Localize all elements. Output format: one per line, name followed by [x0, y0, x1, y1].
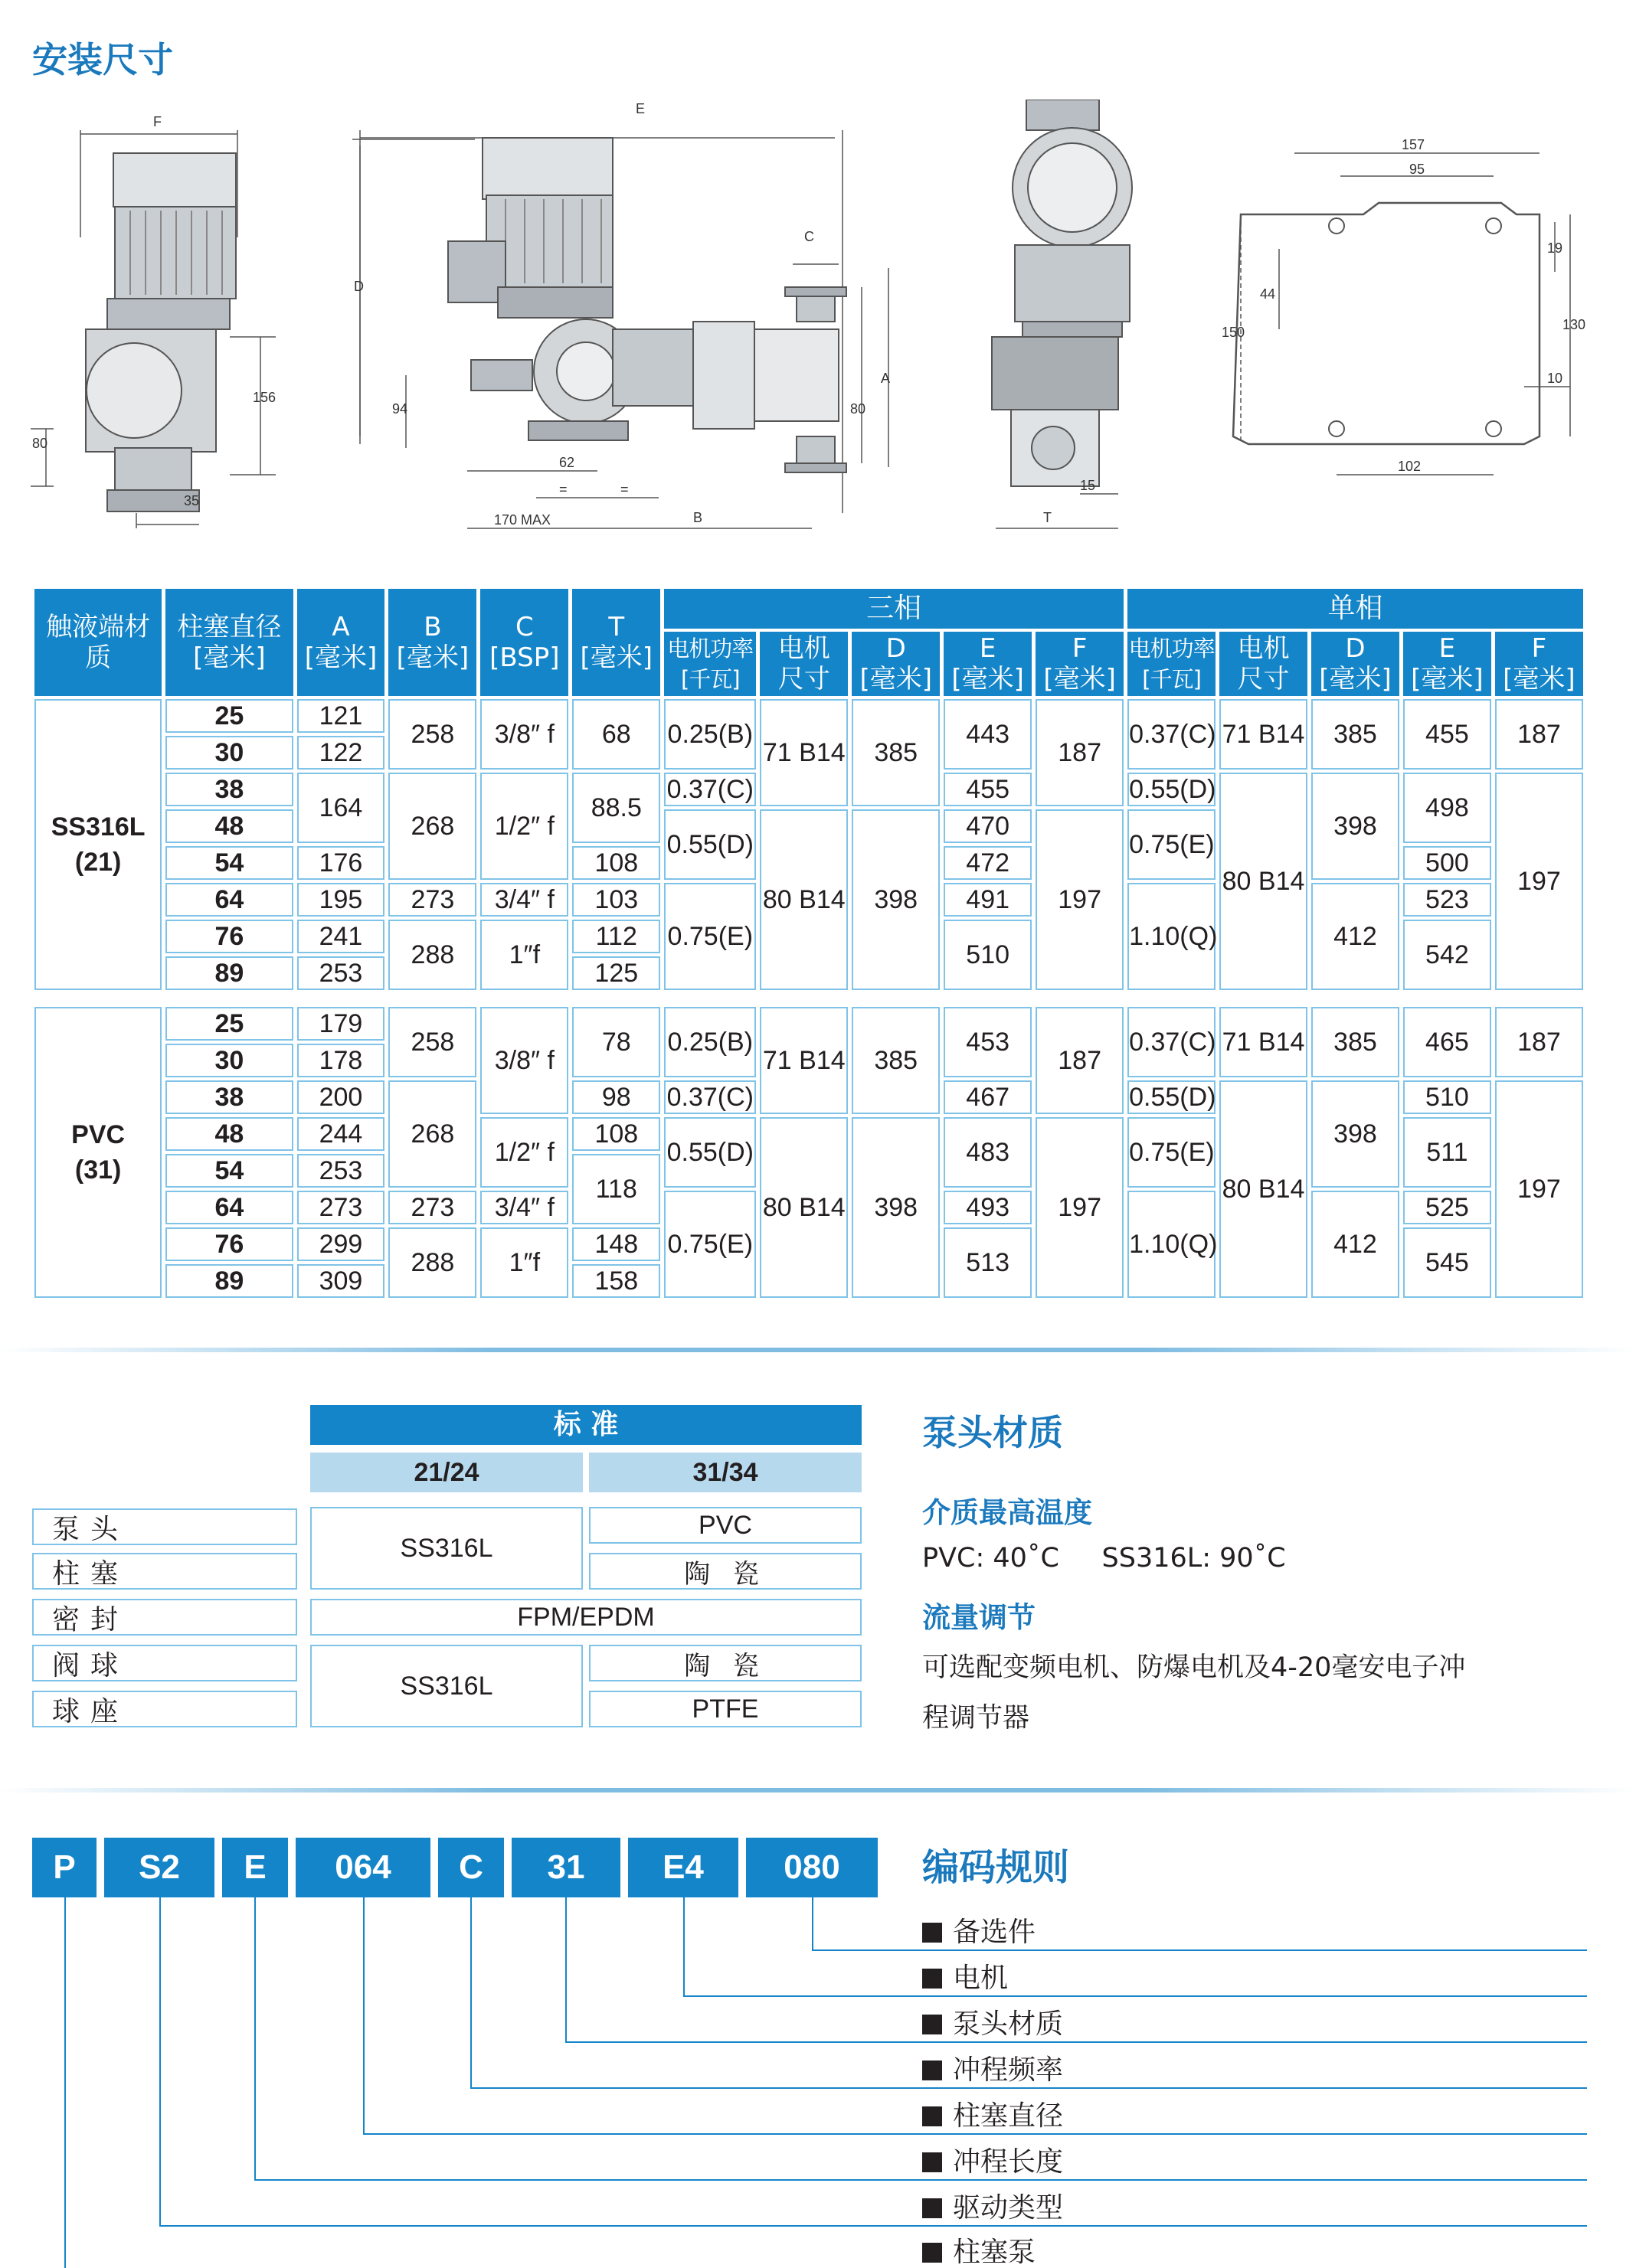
dimension-table	[31, 586, 1587, 1301]
connector-line	[565, 1897, 567, 2041]
tp-power-cell: 0.25(B)	[664, 1007, 756, 1077]
code-box: S2	[104, 1838, 214, 1897]
t-cell: 125	[572, 956, 660, 990]
header-a: A [毫米]	[297, 589, 385, 696]
header-single-phase: 单相	[1127, 589, 1583, 629]
tp-power-cell: 0.25(B)	[664, 699, 756, 770]
header-c: C [BSP]	[480, 589, 568, 696]
table-row	[34, 699, 1583, 733]
dim-102: 102	[1398, 459, 1422, 474]
plunger-cell: 48	[165, 809, 293, 843]
header-tp-e: E [毫米]	[944, 632, 1032, 696]
c-cell: 1/2″ f	[480, 773, 568, 880]
code-box: E	[222, 1838, 288, 1897]
plunger-cell: 25	[165, 699, 293, 733]
sp-motor-cell: 80 B14	[1219, 773, 1307, 990]
bullet-square-icon	[922, 2060, 942, 2080]
t-cell: 78	[572, 1007, 660, 1077]
plunger-cell: 30	[165, 1044, 293, 1077]
connector-line	[64, 1897, 66, 2268]
dim-15: 15	[1080, 478, 1096, 493]
tp-e-cell: 513	[944, 1227, 1032, 1298]
dim-c: C	[804, 229, 814, 244]
bullet-square-icon	[922, 1923, 942, 1943]
sp-power-cell: 0.75(E)	[1127, 809, 1216, 880]
a-cell: 244	[297, 1117, 385, 1151]
sp-motor-cell: 71 B14	[1219, 699, 1307, 770]
bullet-square-icon	[922, 1969, 942, 1989]
code-item	[922, 2140, 1063, 2179]
code-item-label: 冲程频率	[953, 2054, 1064, 2086]
c-cell: 3/4″ f	[480, 1191, 568, 1224]
header-plunger: 柱塞直径 [毫米]	[165, 589, 293, 696]
bullet-square-icon	[922, 2015, 942, 2034]
tp-f-cell: 197	[1036, 809, 1124, 990]
dim-80a: 80	[32, 436, 48, 451]
t-cell: 118	[572, 1154, 660, 1224]
sp-e-cell: 525	[1403, 1191, 1491, 1224]
b-cell: 268	[388, 1080, 476, 1188]
tp-f-cell: 197	[1036, 1117, 1124, 1298]
sp-d-cell: 412	[1311, 883, 1399, 990]
sp-power-cell: 0.55(D)	[1127, 1080, 1216, 1114]
dim-eq2: =	[620, 482, 629, 497]
plunger-cell: 54	[165, 1154, 293, 1188]
material-row-ball-seat: 球座	[32, 1691, 297, 1727]
tp-d-cell: 385	[852, 1007, 940, 1114]
tp-e-cell: 510	[944, 920, 1032, 990]
code-item	[922, 2094, 1063, 2133]
header-tp-d: D [毫米]	[852, 632, 940, 696]
t-cell: 88.5	[572, 773, 660, 843]
flow-title: 流量调节	[922, 1601, 1036, 1634]
dimension-drawings-svg	[0, 100, 1636, 559]
plunger-cell: 25	[165, 1007, 293, 1041]
a-cell: 121	[297, 699, 385, 733]
dim-157: 157	[1402, 137, 1425, 152]
dim-f: F	[153, 114, 162, 129]
temp-title: 介质最高温度	[922, 1496, 1092, 1529]
tp-motor-cell: 80 B14	[760, 1117, 848, 1298]
dim-80b: 80	[850, 401, 866, 417]
sp-power-cell: 1.10(Q)	[1127, 1191, 1216, 1298]
c-cell: 3/8″ f	[480, 1007, 568, 1114]
sp-e-cell: 500	[1403, 846, 1491, 880]
code-item	[922, 2002, 1063, 2041]
dim-150: 150	[1222, 325, 1245, 340]
t-cell: 158	[572, 1264, 660, 1298]
tp-motor-cell: 80 B14	[760, 809, 848, 990]
plunger-cell: 64	[165, 1191, 293, 1224]
dim-44: 44	[1260, 286, 1276, 302]
sp-e-cell: 511	[1403, 1117, 1491, 1188]
tp-d-cell: 398	[852, 809, 940, 990]
material-seal: FPM/EPDM	[310, 1599, 862, 1636]
a-cell: 178	[297, 1044, 385, 1077]
sp-d-cell: 385	[1311, 699, 1399, 770]
sp-power-cell: 1.10(Q)	[1127, 883, 1216, 990]
code-item	[922, 2186, 1063, 2225]
t-cell: 108	[572, 1117, 660, 1151]
a-cell: 253	[297, 956, 385, 990]
plunger-cell: 64	[165, 883, 293, 917]
header-sp-d: D [毫米]	[1311, 632, 1399, 696]
connector-line	[159, 2225, 1587, 2227]
sp-e-cell: 465	[1403, 1007, 1491, 1077]
tp-e-cell: 455	[944, 773, 1032, 806]
tp-d-cell: 385	[852, 699, 940, 806]
header-tp-f: F [毫米]	[1036, 632, 1124, 696]
t-cell: 98	[572, 1080, 660, 1114]
code-box: 064	[296, 1838, 430, 1897]
code-box: C	[438, 1838, 504, 1897]
tp-e-cell: 493	[944, 1191, 1032, 1224]
pump-front-view	[352, 130, 891, 528]
plunger-cell: 89	[165, 956, 293, 990]
code-item	[922, 1956, 1008, 1995]
b-cell: 258	[388, 1007, 476, 1077]
material-ss316l-valve: SS316L	[310, 1645, 583, 1727]
header-sp-f: F [毫米]	[1495, 632, 1583, 696]
sp-f-cell: 197	[1495, 773, 1583, 990]
sp-d-cell: 398	[1311, 773, 1399, 880]
section-divider	[0, 1348, 1636, 1352]
section-title: 安装尺寸	[32, 39, 173, 80]
plunger-cell: 48	[165, 1117, 293, 1151]
plunger-cell: 76	[165, 1227, 293, 1261]
b-cell: 288	[388, 1227, 476, 1298]
plunger-cell: 54	[165, 846, 293, 880]
dim-94: 94	[392, 401, 408, 417]
sp-power-cell: 0.55(D)	[1127, 773, 1216, 806]
t-cell: 112	[572, 920, 660, 953]
dim-35: 35	[184, 493, 200, 508]
b-cell: 268	[388, 773, 476, 880]
b-cell: 273	[388, 883, 476, 917]
connector-line	[812, 1949, 1587, 1951]
code-item-label: 柱塞泵	[953, 2237, 1036, 2268]
code-item	[922, 2230, 1036, 2268]
dim-170max: 170 MAX	[494, 512, 551, 528]
header-tp-power: 电机功率 [千瓦]	[664, 632, 756, 696]
connector-line	[254, 2179, 1587, 2181]
code-box: P	[32, 1838, 97, 1897]
sp-power-cell: 0.37(C)	[1127, 699, 1216, 770]
material-pvc: PVC (31)	[34, 1007, 162, 1298]
bullet-square-icon	[922, 2106, 942, 2126]
dim-b: B	[693, 510, 703, 525]
base-plate-plan	[1233, 153, 1570, 475]
tp-motor-cell: 71 B14	[760, 699, 848, 806]
header-t: T [毫米]	[572, 589, 660, 696]
tp-e-cell: 453	[944, 1007, 1032, 1077]
t-cell: 103	[572, 883, 660, 917]
header-three-phase: 三相	[664, 589, 1124, 629]
material-row-pump-head: 泵头	[32, 1508, 297, 1545]
c-cell: 1/2″ f	[480, 1117, 568, 1188]
bullet-square-icon	[922, 2243, 942, 2263]
connector-line	[683, 1995, 1587, 1997]
coding-title: 编码规则	[922, 1846, 1070, 1889]
code-item-label: 柱塞直径	[953, 2100, 1064, 2132]
header-sp-power: 电机功率 [千瓦]	[1127, 632, 1216, 696]
a-cell: 253	[297, 1154, 385, 1188]
tp-power-cell: 0.75(E)	[664, 883, 756, 990]
a-cell: 164	[297, 773, 385, 843]
tp-e-cell: 472	[944, 846, 1032, 880]
code-item-label: 冲程长度	[953, 2146, 1064, 2178]
connector-line	[363, 2133, 1587, 2135]
t-cell: 68	[572, 699, 660, 770]
tp-power-cell: 0.55(D)	[664, 1117, 756, 1188]
table-row	[34, 1007, 1583, 1041]
sp-e-cell: 545	[1403, 1227, 1491, 1298]
dim-10: 10	[1547, 371, 1563, 386]
material-pvc-head: PVC	[589, 1507, 862, 1544]
connector-line	[254, 1897, 256, 2179]
material-row-seal: 密封	[32, 1599, 297, 1636]
a-cell: 195	[297, 883, 385, 917]
c-cell: 1″f	[480, 1227, 568, 1298]
code-item-label: 驱动类型	[953, 2192, 1064, 2224]
tp-e-cell: 443	[944, 699, 1032, 770]
sp-d-cell: 398	[1311, 1080, 1399, 1188]
material-row-valve-ball: 阀球	[32, 1645, 297, 1681]
materials-col1-header: 21/24	[310, 1453, 583, 1492]
dim-19: 19	[1547, 240, 1563, 256]
dim-d: D	[354, 279, 364, 294]
header-b: B [毫米]	[388, 589, 476, 696]
plunger-cell: 30	[165, 736, 293, 770]
tp-f-cell: 187	[1036, 1007, 1124, 1114]
header-material: 触液端材质	[34, 589, 162, 696]
a-cell: 241	[297, 920, 385, 953]
sp-d-cell: 412	[1311, 1191, 1399, 1298]
bullet-square-icon	[922, 2152, 942, 2172]
code-item-label: 备选件	[953, 1917, 1036, 1948]
tp-power-cell: 0.37(C)	[664, 1080, 756, 1114]
sp-power-cell: 0.37(C)	[1127, 1007, 1216, 1077]
sp-d-cell: 385	[1311, 1007, 1399, 1077]
sp-e-cell: 523	[1403, 883, 1491, 917]
c-cell: 1″f	[480, 920, 568, 990]
material-row-plunger: 柱塞	[32, 1553, 297, 1590]
dim-95: 95	[1409, 162, 1425, 177]
tp-e-cell: 491	[944, 883, 1032, 917]
tp-e-cell: 483	[944, 1117, 1032, 1188]
t-cell: 148	[572, 1227, 660, 1261]
sp-motor-cell: 71 B14	[1219, 1007, 1307, 1077]
header-tp-motor: 电机 尺寸	[760, 632, 848, 696]
code-box: 31	[512, 1838, 620, 1897]
sp-e-cell: 542	[1403, 920, 1491, 990]
pump-side-view	[31, 130, 276, 528]
a-cell: 179	[297, 1007, 385, 1041]
plunger-cell: 76	[165, 920, 293, 953]
tp-power-cell: 0.55(D)	[664, 809, 756, 880]
sp-f-cell: 187	[1495, 699, 1583, 770]
sp-e-cell: 510	[1403, 1080, 1491, 1114]
materials-standard-header: 标 准	[310, 1405, 862, 1445]
section-divider	[0, 1788, 1636, 1793]
sp-f-cell: 197	[1495, 1080, 1583, 1298]
material-ss316l: SS316L (21)	[34, 699, 162, 990]
code-item	[922, 1910, 1036, 1949]
pump-end-view	[992, 100, 1132, 528]
code-item-label: 泵头材质	[953, 2008, 1064, 2040]
a-cell: 122	[297, 736, 385, 770]
tp-e-cell: 467	[944, 1080, 1032, 1114]
temp-text: PVC: 40˚C SS316L: 90˚C	[922, 1543, 1286, 1574]
c-cell: 3/8″ f	[480, 699, 568, 770]
a-cell: 299	[297, 1227, 385, 1261]
materials-col2-header: 31/34	[589, 1453, 862, 1492]
sp-e-cell: 498	[1403, 773, 1491, 843]
tp-e-cell: 470	[944, 809, 1032, 843]
tp-motor-cell: 71 B14	[760, 1007, 848, 1114]
connector-line	[683, 1897, 685, 1995]
a-cell: 200	[297, 1080, 385, 1114]
dim-e: E	[636, 101, 646, 116]
b-cell: 288	[388, 920, 476, 990]
code-box: E4	[628, 1838, 738, 1897]
flow-line-1: 可选配变频电机、防爆电机及4-20毫安电子冲	[922, 1652, 1466, 1683]
a-cell: 309	[297, 1264, 385, 1298]
a-cell: 176	[297, 846, 385, 880]
a-cell: 273	[297, 1191, 385, 1224]
connector-line	[812, 1897, 813, 1949]
installation-drawings	[0, 100, 1636, 559]
material-ceramic-plunger: 陶 瓷	[589, 1553, 862, 1590]
dim-a: A	[881, 371, 891, 386]
code-item-label: 电机	[953, 1962, 1009, 1994]
b-cell: 258	[388, 699, 476, 770]
bullet-square-icon	[922, 2198, 942, 2218]
material-ptfe-seat: PTFE	[589, 1691, 862, 1727]
code-item	[922, 2048, 1063, 2087]
t-cell: 108	[572, 846, 660, 880]
header-sp-e: E [毫米]	[1403, 632, 1491, 696]
code-box: 080	[746, 1838, 878, 1897]
material-ceramic-ball: 陶 瓷	[589, 1645, 862, 1681]
tp-power-cell: 0.75(E)	[664, 1191, 756, 1298]
b-cell: 273	[388, 1191, 476, 1224]
connector-line	[470, 1897, 472, 2087]
material-ss316l-head: SS316L	[310, 1507, 583, 1590]
dim-156: 156	[253, 390, 276, 405]
plunger-cell: 38	[165, 1080, 293, 1114]
dim-eq1: =	[559, 482, 568, 497]
tp-d-cell: 398	[852, 1117, 940, 1298]
sp-motor-cell: 80 B14	[1219, 1080, 1307, 1298]
sp-e-cell: 455	[1403, 699, 1491, 770]
plunger-cell: 89	[165, 1264, 293, 1298]
tp-f-cell: 187	[1036, 699, 1124, 806]
flow-line-2: 程调节器	[922, 1703, 1030, 1734]
connector-line	[363, 1897, 365, 2133]
connector-line	[159, 1897, 161, 2225]
dim-130: 130	[1562, 317, 1586, 332]
dim-62: 62	[559, 455, 575, 470]
c-cell: 3/4″ f	[480, 883, 568, 917]
dim-t: T	[1043, 510, 1052, 525]
sp-power-cell: 0.75(E)	[1127, 1117, 1216, 1188]
connector-line	[470, 2087, 1587, 2089]
pump-head-title: 泵头材质	[922, 1412, 1063, 1453]
sp-f-cell: 187	[1495, 1007, 1583, 1077]
connector-line	[565, 2041, 1587, 2043]
plunger-cell: 38	[165, 773, 293, 806]
tp-power-cell: 0.37(C)	[664, 773, 756, 806]
header-sp-motor: 电机 尺寸	[1219, 632, 1307, 696]
